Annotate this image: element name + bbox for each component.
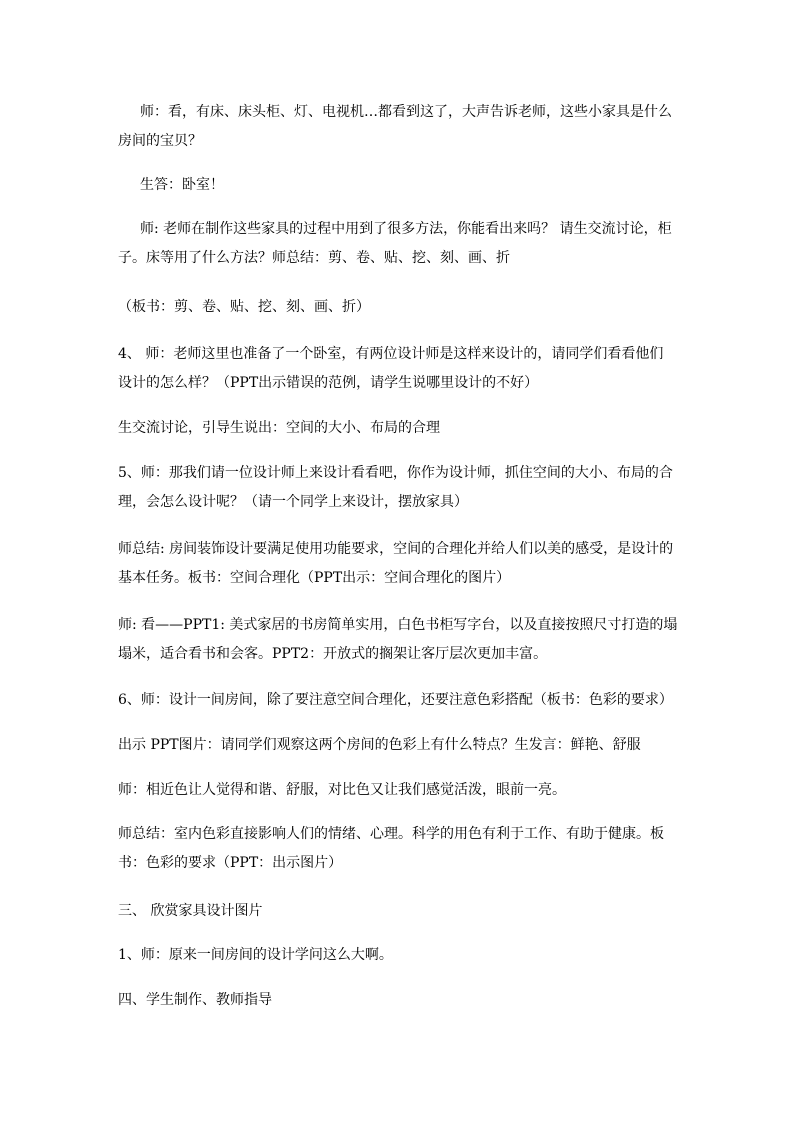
- paragraph-step-4: [118, 340, 678, 398]
- text-line: 师: 老师在制作这些家具的过程中用到了很多方法，你能看出来吗？ 请生交流讨论，柜: [140, 221, 672, 237]
- text-line: 5、师：那我们请一位设计师上来设计看看吧，你作为设计师，抓住空间的大小、布局的合: [118, 465, 673, 481]
- paragraph-teacher-furniture-question: [118, 98, 678, 156]
- text-line: 基本任务。板书：空间合理化（PPT出示：空间合理化的图片）: [118, 570, 511, 586]
- text-line: 6、师：设计一间房间，除了要注意空间合理化，还要注意色彩搭配（板书：色彩的要求）: [118, 692, 673, 708]
- text-line: 设计的怎么样？（PPT出示错误的范例，请学生说哪里设计的不好）: [118, 375, 539, 391]
- paragraph-step-6: [118, 686, 678, 715]
- text-line: （板书：剪、卷、贴、挖、刻、画、折）: [118, 299, 370, 315]
- paragraph-teacher-summary-colors: [118, 820, 678, 878]
- paragraph-step-5: [118, 459, 678, 517]
- section-heading-3: [118, 897, 678, 926]
- paragraph-teacher-summary-space: [118, 535, 678, 593]
- text-line: 师：相近色让人觉得和谐、舒服，对比色又让我们感觉活泼，眼前一亮。: [118, 782, 566, 798]
- text-line: 生交流讨论，引导生说出：空间的大小、布局的合理: [118, 420, 440, 436]
- text-line: 4、 师：老师这里也准备了一个卧室，有两位设计师是这样来设计的，请同学们看看他们: [118, 346, 664, 362]
- text-line: 书：色彩的要求（PPT：出示图片）: [118, 855, 343, 871]
- paragraph-ppt-colors: [118, 731, 678, 760]
- text-line: 师总结: 房间装饰设计要满足使用功能要求，空间的合理化并给人们以美的感受，是设计的: [118, 541, 674, 557]
- text-line: 师总结：室内色彩直接影响人们的情绪、心理。科学的用色有利于工作、有助于健康。板: [118, 826, 664, 842]
- text-line: 生答：卧室！: [140, 177, 224, 193]
- text-line: 塌米，适合看书和会客。PPT2：开放式的搁架让客厅层次更加丰富。: [118, 646, 548, 662]
- paragraph-board-methods: [118, 293, 678, 322]
- text-line: 师: 看——PPT1: 美式家居的书房简单实用，白色书柜写字台，以及直接按照尺寸打造的塌: [118, 617, 678, 633]
- text-line: 房间的宝贝？: [118, 133, 202, 149]
- text-line: 出示 PPT图片：请同学们观察这两个房间的色彩上有什么特点？生发言：鲜艳、舒服: [118, 737, 641, 753]
- text-line: 师：看，有床、床头柜、灯、电视机…都看到这了，大声告诉老师，这些小家具是什么: [140, 104, 672, 120]
- text-line: 三、 欣赏家具设计图片: [118, 903, 263, 919]
- section-heading-4: [118, 986, 678, 1015]
- paragraph-student-answer: [118, 171, 678, 200]
- paragraph-teacher-colors: [118, 776, 678, 805]
- text-line: 子。床等用了什么方法？师总结：剪、卷、贴、挖、刻、画、折: [118, 250, 510, 266]
- paragraph-teacher-methods: [118, 215, 678, 273]
- text-line: 四、学生制作、教师指导: [118, 992, 272, 1008]
- paragraph-student-discussion: [118, 414, 678, 443]
- paragraph-step-1: [118, 941, 678, 970]
- text-line: 1、师：原来一间房间的设计学问这么大啊。: [118, 947, 393, 963]
- paragraph-ppt-examples: [118, 611, 678, 669]
- text-line: 理，会怎么设计呢？（请一个同学上来设计，摆放家具）: [118, 494, 468, 510]
